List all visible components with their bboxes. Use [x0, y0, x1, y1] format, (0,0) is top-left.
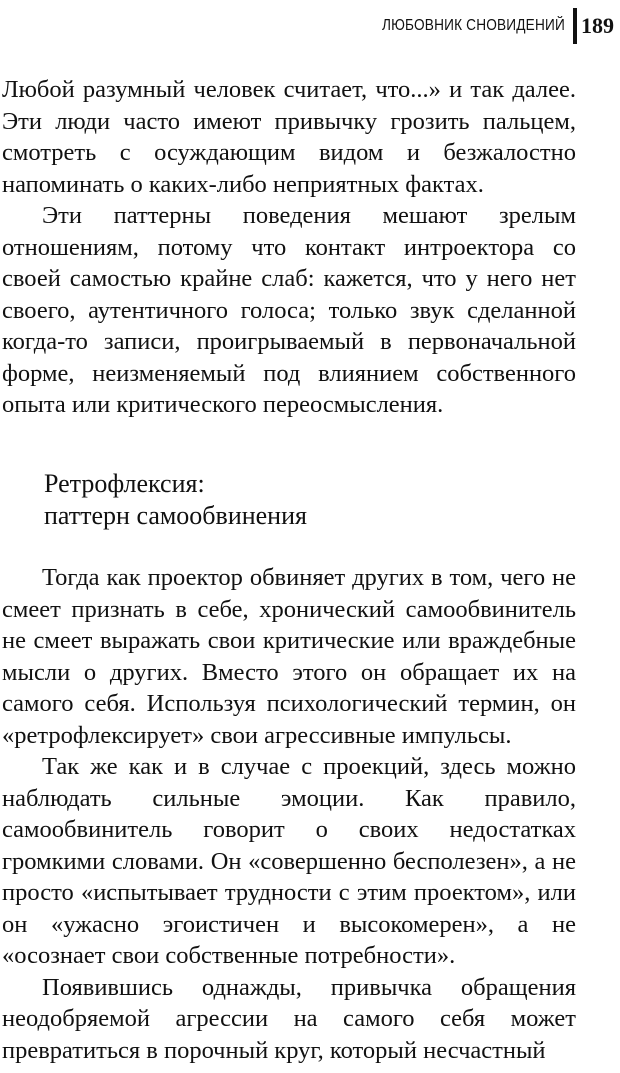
paragraph: Эти паттерны поведения мешают зрелым отношениям, потому что контакт интроектора со своей самостью крайне слаб: кажется, что у него нет своего, аутентичного голоса; только звук сделанной когда-то записи, проигрываемый в первоначальной форме, неизменяемый под влиянием собственного опыта или критического переосмысления.: [2, 202, 576, 418]
section-heading: [44, 468, 307, 532]
paragraph: Появившись однажды, привычка обращения неодобряемой агрессии на самого себя может превратиться в порочный круг, который несчастный: [2, 973, 576, 1064]
section-heading-line-1: Ретрофлексия:: [44, 469, 205, 498]
header-vertical-rule: [573, 8, 577, 44]
body-text-top: [2, 74, 576, 421]
paragraph: Тогда как проектор обвиняет других в том, чего не смеет признать в себе, хронический самообвинитель не смеет выражать свои критические или враждебные мысли о других. Вместо этого он обращает их на самого себя. Используя психологический термин, он «ретрофлексирует» свои агрессивные импульсы.: [2, 564, 576, 749]
paragraph: Так же как и в случае с проекций, здесь можно наблюдать сильные эмоции. Как правило, самообвинитель говорит о своих недостатках громкими словами. Он «совершенно бесполезен», а не просто «испытывает трудности с этим проектом», или он «ужасно эгоистичен и высокомерен», а не «осознает свои собственные потребности».: [2, 753, 576, 969]
running-head: [357, 8, 614, 44]
body-text-bottom: [2, 562, 576, 1066]
page-number: 189: [581, 13, 614, 38]
running-title: ЛЮБОВНИК СНОВИДЕНИЙ: [382, 17, 565, 34]
paragraph-continuation: Любой разумный человек считает, что...» и так далее. Эти люди часто имеют привычку грозить пальцем, смотреть с осуждающим видом и безжалостно напоминать о каких-либо неприятных фактах.: [2, 76, 576, 198]
section-heading-line-2: паттерн самообвинения: [44, 501, 307, 530]
